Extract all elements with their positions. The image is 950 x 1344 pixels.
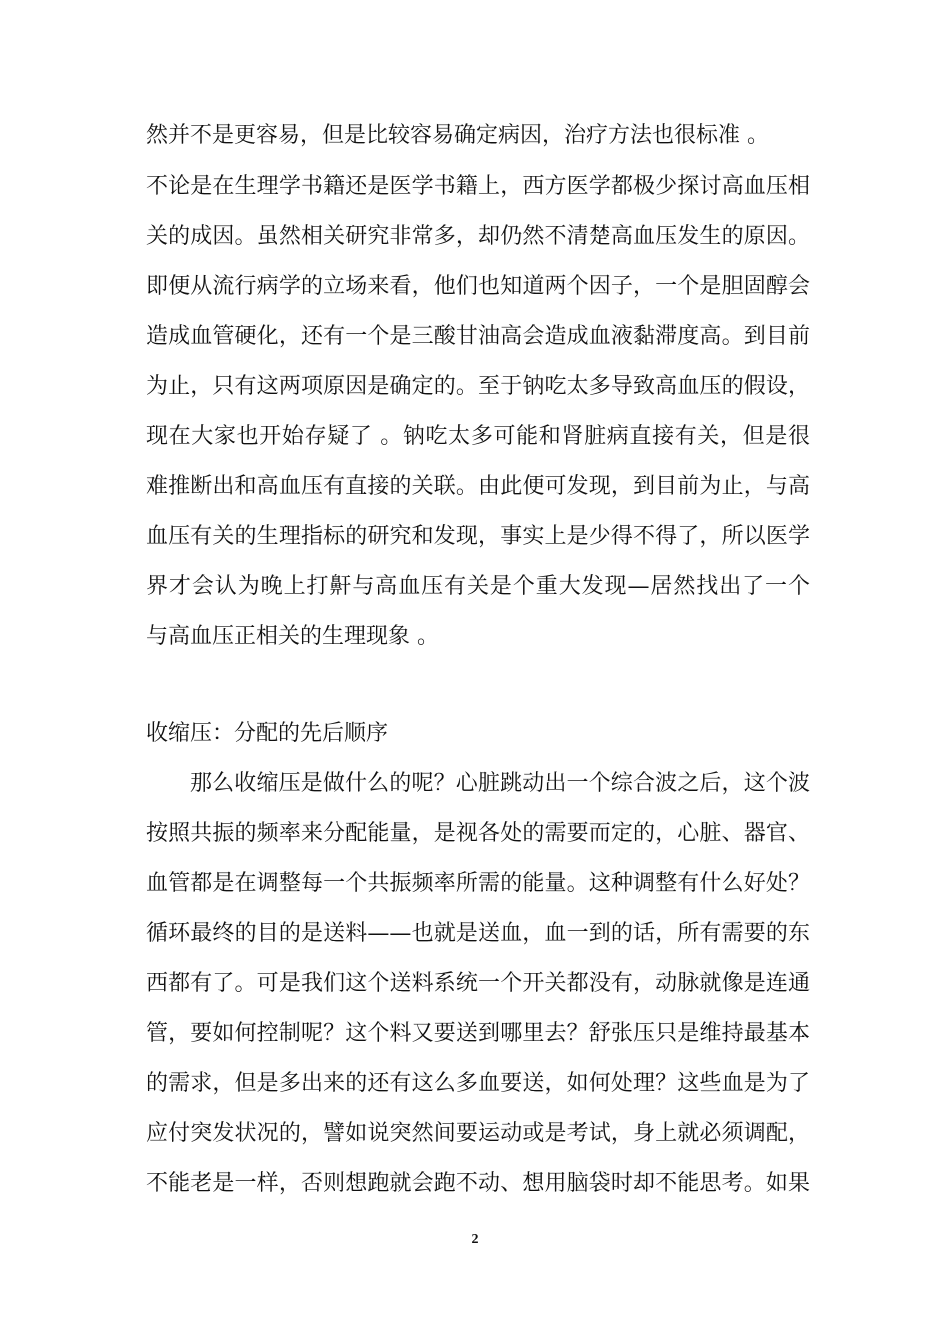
paragraph-3-line-7: 的需求，但是多出来的还有这么多血要送，如何处理？这些血是为了	[146, 1071, 810, 1096]
paragraph-2-line-7: 难推断出和高血压有直接的关联。由此便可发现，到目前为止，与高	[146, 474, 810, 499]
paragraph-3-line-8: 应付突发状况的，譬如说突然间要运动或是考试，身上就必须调配，	[146, 1121, 810, 1146]
paragraph-2-line-5: 为止，只有这两项原因是确定的。至于钠吃太多导致高血压的假设，	[146, 374, 810, 399]
paragraph-2-line-10: 与高血压正相关的生理现象 。	[146, 624, 439, 649]
paragraph-2-line-2: 关的成因。虽然相关研究非常多，却仍然不清楚高血压发生的原因。	[146, 224, 810, 249]
paragraph-2-line-6: 现在大家也开始存疑了 。钠吃太多可能和肾脏病直接有关，但是很	[146, 424, 810, 449]
paragraph-2-line-8: 血压有关的生理指标的研究和发现，事实上是少得不得了，所以医学	[146, 524, 810, 549]
paragraph-3-line-2: 按照共振的频率来分配能量，是视各处的需要而定的，心脏、器官、	[146, 821, 810, 846]
paragraph-3-line-9: 不能老是一样，否则想跑就会跑不动、想用脑袋时却不能思考。如果	[146, 1171, 810, 1196]
paragraph-3-line-6: 管，要如何控制呢？这个料又要送到哪里去？舒张压只是维持最基本	[146, 1021, 810, 1046]
paragraph-3-line-4: 循环最终的目的是送料——也就是送血，血一到的话，所有需要的东	[146, 921, 810, 946]
paragraph-1-line-1: 然并不是更容易，但是比较容易确定病因，治疗方法也很标准 。	[146, 123, 769, 148]
paragraph-2-line-3: 即便从流行病学的立场来看，他们也知道两个因子，一个是胆固醇会	[146, 274, 810, 299]
paragraph-2-line-1: 不论是在生理学书籍还是医学书籍上，西方医学都极少探讨高血压相	[146, 174, 810, 199]
paragraph-3-line-1: 那么收缩压是做什么的呢？心脏跳动出一个综合波之后，这个波	[190, 771, 810, 796]
paragraph-2-line-9: 界才会认为晚上打鼾与高血压有关是个重大发现—居然找出了一个	[146, 574, 810, 599]
paragraph-2-line-4: 造成血管硬化，还有一个是三酸甘油高会造成血液黏滞度高。到目前	[146, 324, 810, 349]
paragraph-3-line-3: 血管都是在调整每一个共振频率所需的能量。这种调整有什么好处？	[146, 871, 810, 896]
paragraph-3-line-5: 西都有了。可是我们这个送料系统一个开关都没有，动脉就像是连通	[146, 971, 810, 996]
page-number: 2	[471, 1232, 479, 1247]
section-heading: 收缩压：分配的先后顺序	[146, 721, 389, 746]
